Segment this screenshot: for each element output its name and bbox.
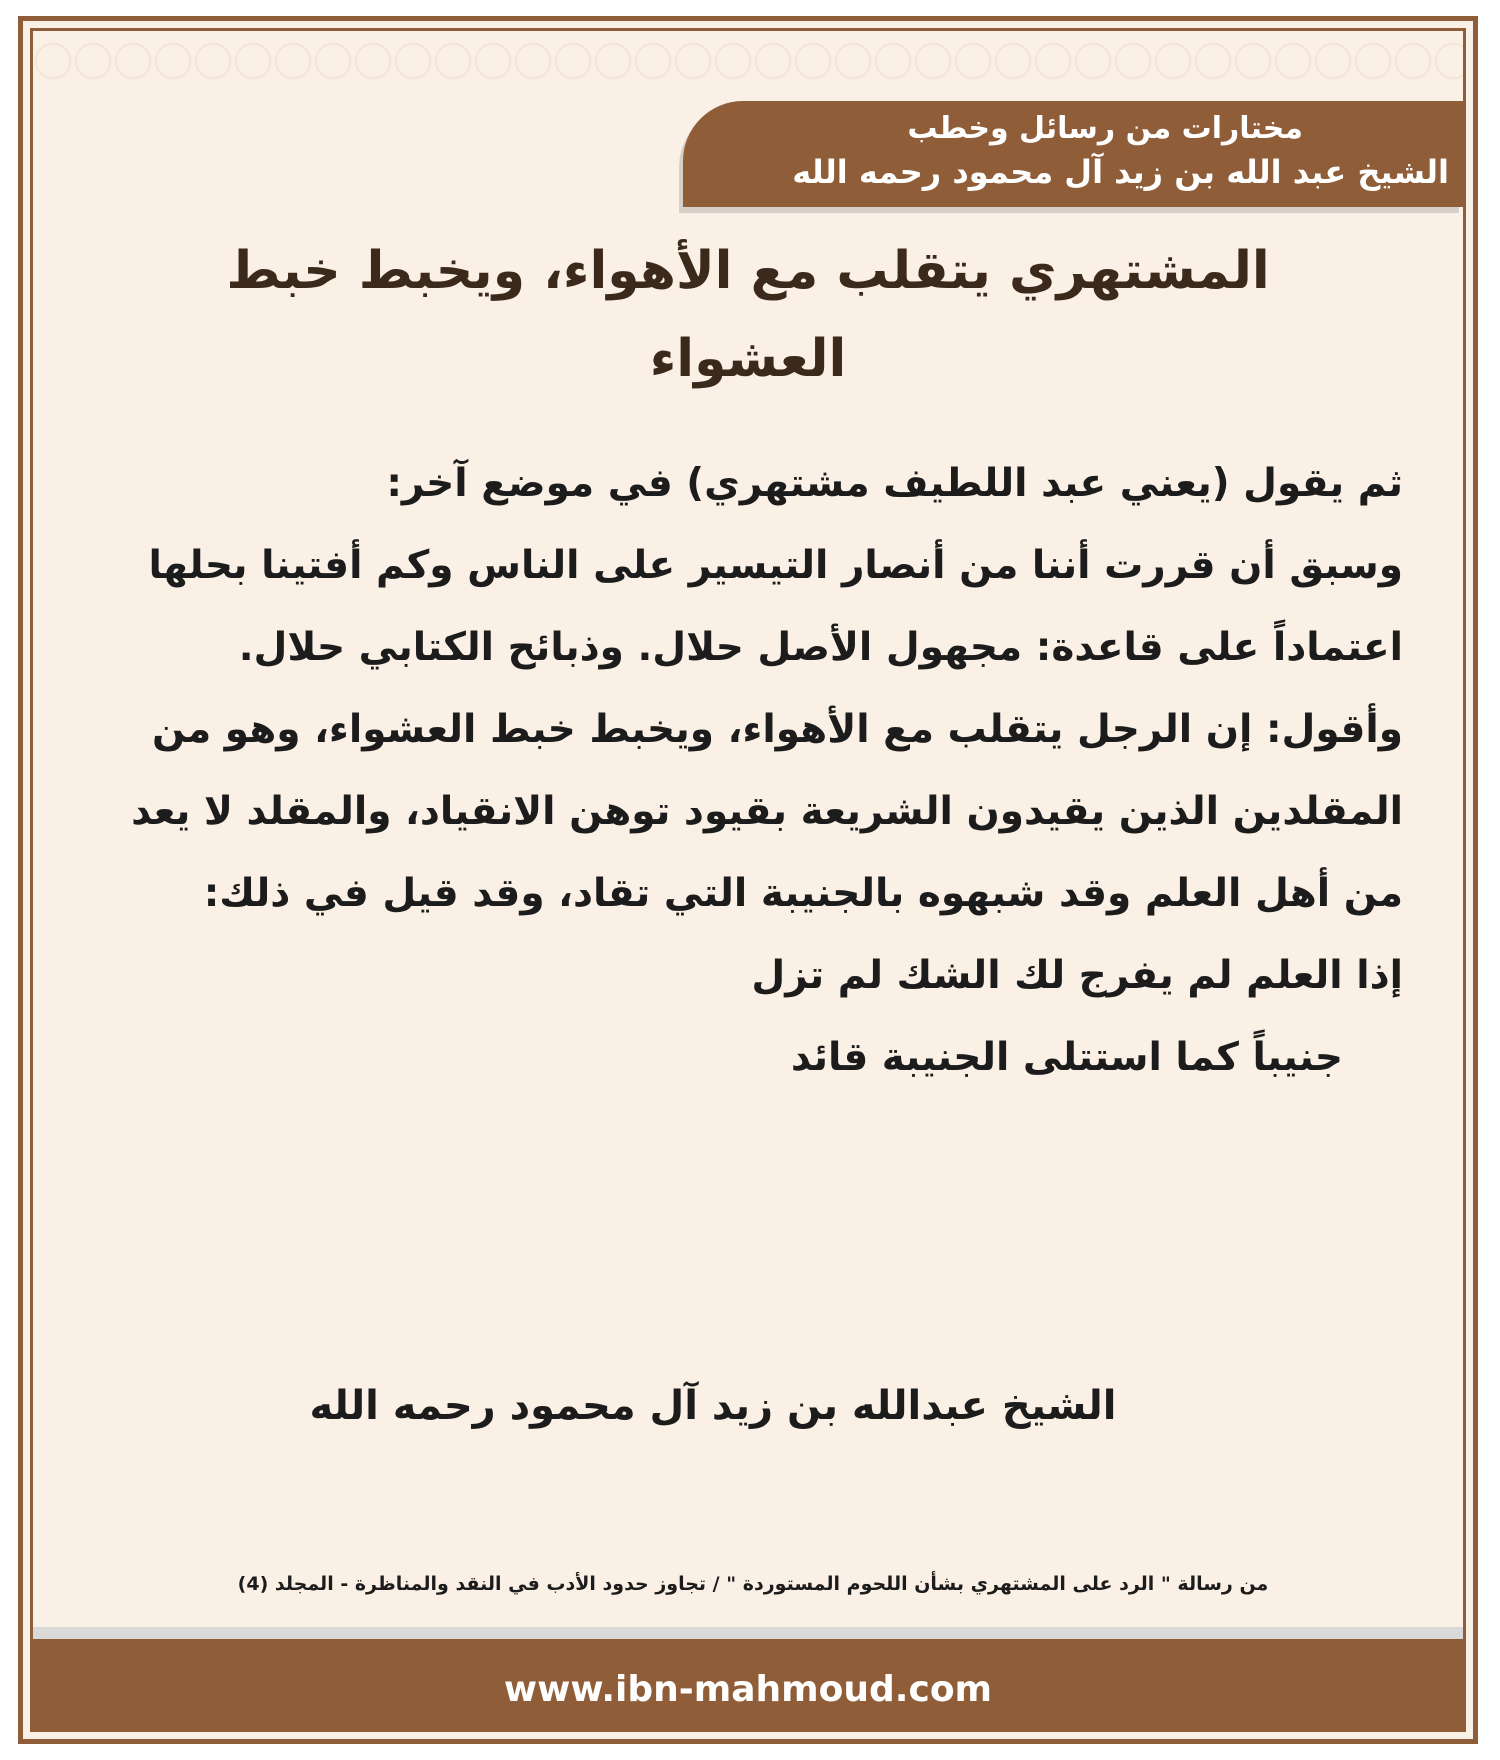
article-body [123, 443, 1403, 1099]
page-card [30, 28, 1466, 1732]
poem-verse-2: جنيباً كما استتلى الجنيبة قائد [790, 1035, 1343, 1080]
poem-verse-1: إذا العلم لم يفرج لك الشك لم تزل [751, 953, 1403, 998]
paragraph-quote: وسبق أن قررت أننا من أنصار التيسير على الناس وكم أفتينا بحلها اعتماداً على قاعدة: مجهول الأصل حلال. وذبائح الكتابي حلال. [148, 543, 1403, 670]
footer-divider [33, 1627, 1463, 1639]
source-citation: من رسالة " الرد على المشتهري بشأن اللحوم المستوردة " / تجاوز حدود الأدب في النقد والمناظرة - المجلد (4) [237, 1573, 1269, 1595]
article-title: المشتهري يتقلب مع الأهواء، ويخبط خبط العشواء [226, 241, 1270, 389]
paragraph-response: وأقول: إن الرجل يتقلب مع الأهواء، ويخبط خبط العشواء، وهو من المقلدين الذين يقيدون الشريعة بقيود توهن الانقياد، والمقلد لا يعد من أهل العلم وقد شبهوه بالجنيبة التي تقاد، وقد قيل في ذلك: [131, 707, 1403, 916]
decorative-pattern [33, 31, 1463, 91]
signature: الشيخ عبدالله بن زيد آل محمود رحمه الله [309, 1383, 1117, 1429]
paragraph-intro: ثم يقول (يعني عبد اللطيف مشتهري) في موضع آخر: [386, 461, 1403, 506]
header-author: الشيخ عبد الله بن زيد آل محمود رحمه الله [792, 153, 1449, 191]
website-link[interactable]: www.ibn-mahmoud.com [503, 1668, 993, 1710]
header-subtitle: مختارات من رسائل وخطب [907, 111, 1303, 146]
footer-bar [33, 1639, 1463, 1732]
header-banner [683, 101, 1463, 207]
